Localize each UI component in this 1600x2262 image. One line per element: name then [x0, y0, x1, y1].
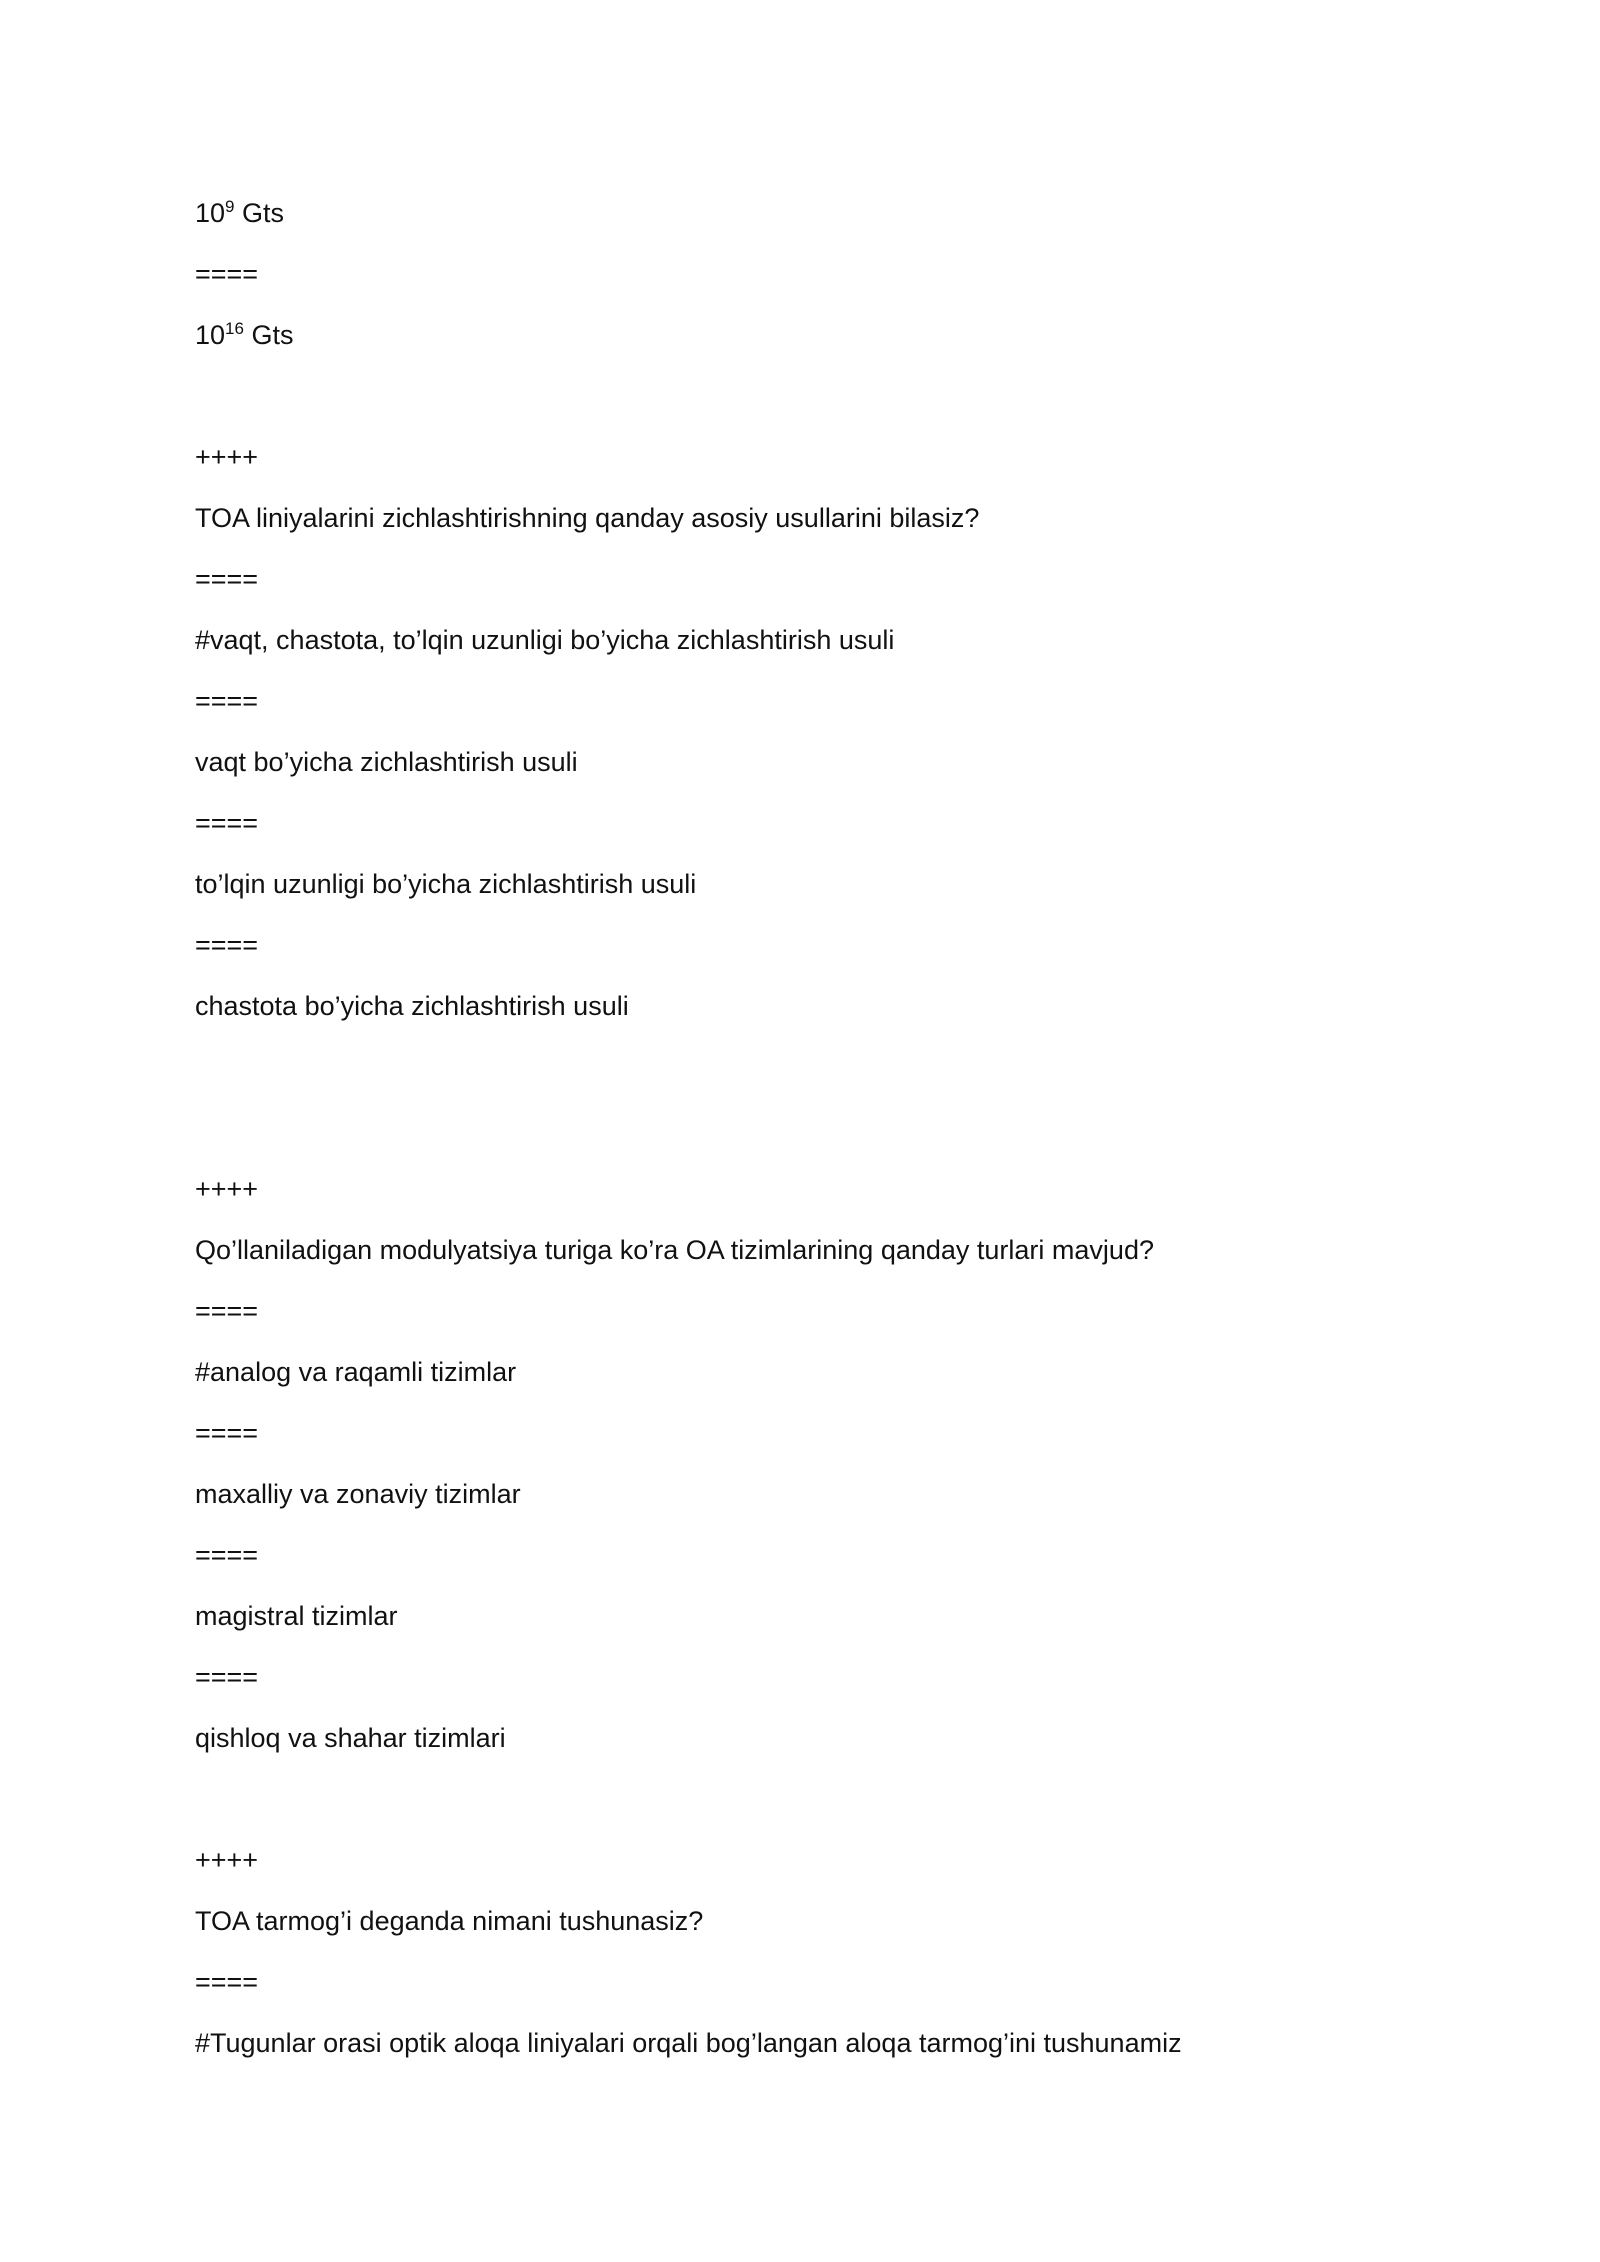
question-text: Qo’llaniladigan modulyatsiya turiga ko’ra OA tizimlarining qanday turlari mavjud? — [195, 1235, 1154, 1265]
answer-unit: Gts — [234, 198, 285, 228]
option-separator: ==== — [195, 564, 259, 594]
answer-line — [195, 196, 284, 230]
answer-line — [195, 318, 293, 352]
answer-exponent: 9 — [225, 197, 235, 216]
option-text: vaqt bo’yicha zichlashtirish usuli — [195, 747, 578, 777]
option-separator: ==== — [195, 808, 259, 838]
question-text: TOA liniyalarini zichlashtirishning qanday asosiy usullarini bilasiz? — [195, 503, 980, 533]
option-text: maxalliy va zonaviy tizimlar — [195, 1479, 521, 1509]
option-separator: ==== — [195, 1540, 259, 1570]
option-text: #Tugunlar orasi optik aloqa liniyalari orqali bog’langan aloqa tarmog’ini tushunamiz — [195, 2028, 1182, 2058]
option-text: qishloq va shahar tizimlari — [195, 1723, 506, 1753]
option-separator: ==== — [195, 930, 259, 960]
question-marker: ++++ — [195, 1174, 259, 1204]
option-text: chastota bo’yicha zichlashtirish usuli — [195, 991, 629, 1021]
answer-base: 10 — [195, 198, 226, 228]
option-separator: ==== — [195, 1662, 259, 1692]
answer-base: 10 — [195, 320, 226, 350]
question-marker: ++++ — [195, 442, 259, 472]
question-marker: ++++ — [195, 1845, 259, 1875]
option-text: magistral tizimlar — [195, 1601, 398, 1631]
option-text: #vaqt, chastota, to’lqin uzunligi bo’yicha zichlashtirish usuli — [195, 625, 895, 655]
option-separator: ==== — [195, 686, 259, 716]
option-text: to’lqin uzunligi bo’yicha zichlashtirish usuli — [195, 869, 697, 899]
option-text: #analog va raqamli tizimlar — [195, 1357, 517, 1387]
option-separator: ==== — [195, 1967, 259, 1997]
option-separator: ==== — [195, 1418, 259, 1448]
option-separator: ==== — [195, 259, 259, 289]
answer-unit: Gts — [243, 320, 294, 350]
question-text: TOA tarmog’i deganda nimani tushunasiz? — [195, 1906, 704, 1936]
option-separator: ==== — [195, 1296, 259, 1326]
answer-exponent: 16 — [225, 319, 244, 338]
